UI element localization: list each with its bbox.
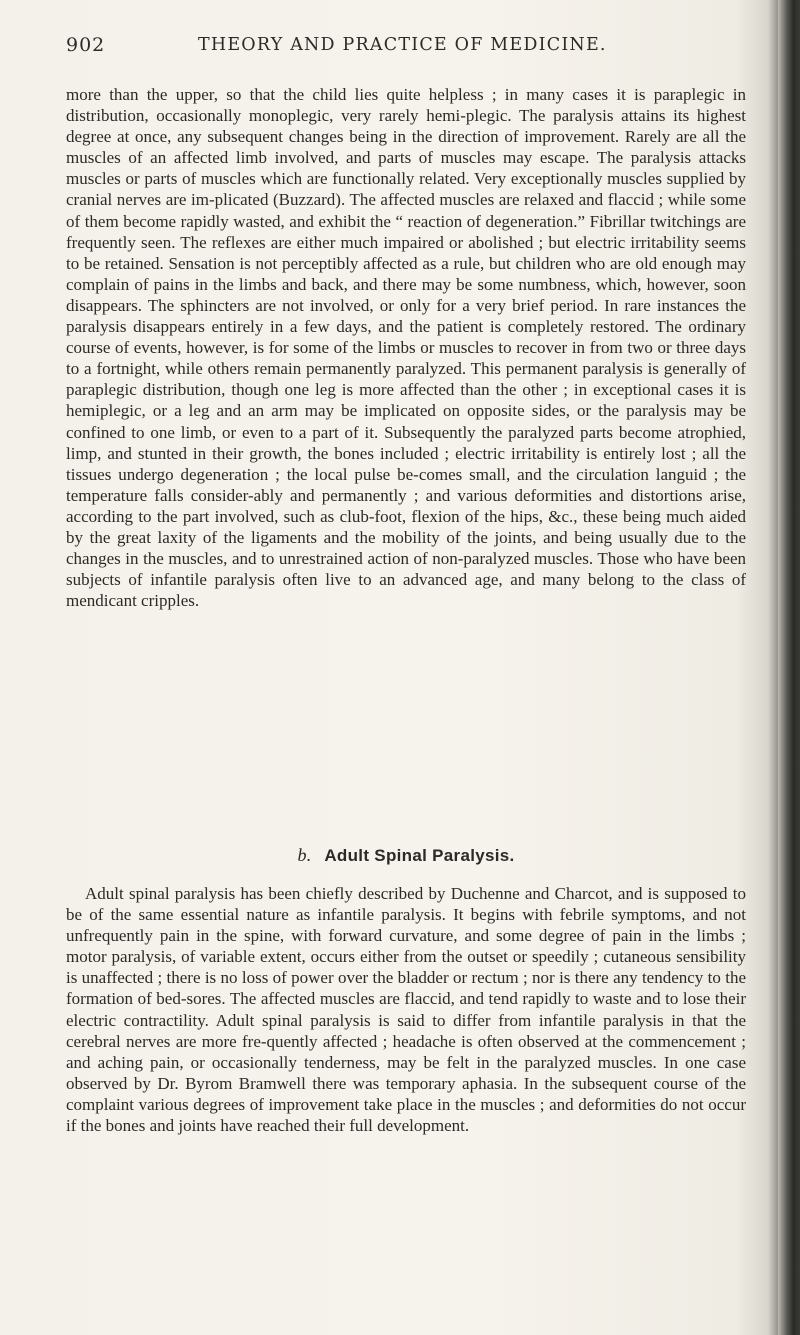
- page-number: 902: [66, 34, 106, 56]
- section-title: Adult Spinal Paralysis.: [324, 846, 515, 865]
- page-binding-edge: [778, 0, 800, 1335]
- page-header: [66, 34, 746, 64]
- section-heading: [66, 845, 746, 866]
- section-letter: b.: [297, 845, 312, 865]
- paragraph: Adult spinal paralysis has been chiefly described by Duchenne and Charcot, and is supposed to be of the same essential nature as infantile paralysis. It begins with febrile symptoms, and not unfrequently pain in the spine, with forward curvature, and some degree of pain in the limbs ; motor paralysis, of variable extent, occurs either from the outset or speedily ; cutaneous sensibility is unaffected ; there is no loss of power over the bladder or rectum ; nor is there any tendency to the formation of bed-sores. The affected muscles are flaccid, and tend rapidly to waste and to lose their electric contractility. Adult spinal paralysis is said to differ from infantile paralysis in that the cerebral nerves are more fre-quently affected ; headache is often observed at the commencement ; and aching pain, or occasionally tenderness, may be felt in the paralyzed muscles. In one case observed by Dr. Byrom Bramwell there was temporary aphasia. In the subsequent course of the complaint various degrees of improvement take place in the muscles ; and deformities do not occur if the bones and joints have reached their full development.: [66, 884, 746, 1136]
- body-text-bottom: [66, 883, 746, 1136]
- body-text-top: [66, 84, 746, 611]
- running-title: THEORY AND PRACTICE OF MEDICINE.: [198, 35, 607, 55]
- paragraph: more than the upper, so that the child lies quite helpless ; in many cases it is paraplegic in distribution, occasionally monoplegic, very rarely hemi-plegic. The paralysis attains its highest degree at once, any subsequent changes being in the direction of improvement. Rarely are all the muscles of an affected limb involved, and parts of muscles may escape. The paralysis attacks muscles or parts of muscles which are functionally related. Very exceptionally muscles supplied by cranial nerves are im-plicated (Buzzard). The affected muscles are relaxed and flaccid ; while some of them become rapidly wasted, and exhibit the “ reaction of degeneration.” Fibrillar twitchings are frequently seen. The reflexes are either much impaired or abolished ; but electric irritability seems to be retained. Sensation is not perceptibly affected as a rule, but children who are old enough may complain of pains in the limbs and back, and there may be some numbness, which, however, soon disappears. The sphincters are not involved, or only for a very brief period. In rare instances the paralysis disappears entirely in a few days, and the patient is completely restored. The ordinary course of events, however, is for some of the limbs or muscles to recover in from two or three days to a fortnight, while others remain permanently paralyzed. This permanent paralysis is generally of paraplegic distribution, though one leg is more affected than the other ; in exceptional cases it is hemiplegic, or a leg and an arm may be implicated on opposite sides, or the paralysis may be confined to one limb, or even to a part of it. Subsequently the paralyzed parts become atrophied, limp, and stunted in their growth, the bones included ; electric irritability is entirely lost ; all the tissues undergo degeneration ; the local pulse be-comes small, and the circulation languid ; the temperature falls consider-ably and permanently ; and various deformities and distortions arise, according to the part involved, such as club-foot, flexion of the hips, &c., these being much aided by the great laxity of the ligaments and the mobility of the joints, and being usually due to the changes in the muscles, and to unrestrained action of non-paralyzed muscles. Those who have been subjects of infantile paralysis often live to an advanced age, and many belong to the class of mendicant cripples.: [66, 85, 746, 611]
